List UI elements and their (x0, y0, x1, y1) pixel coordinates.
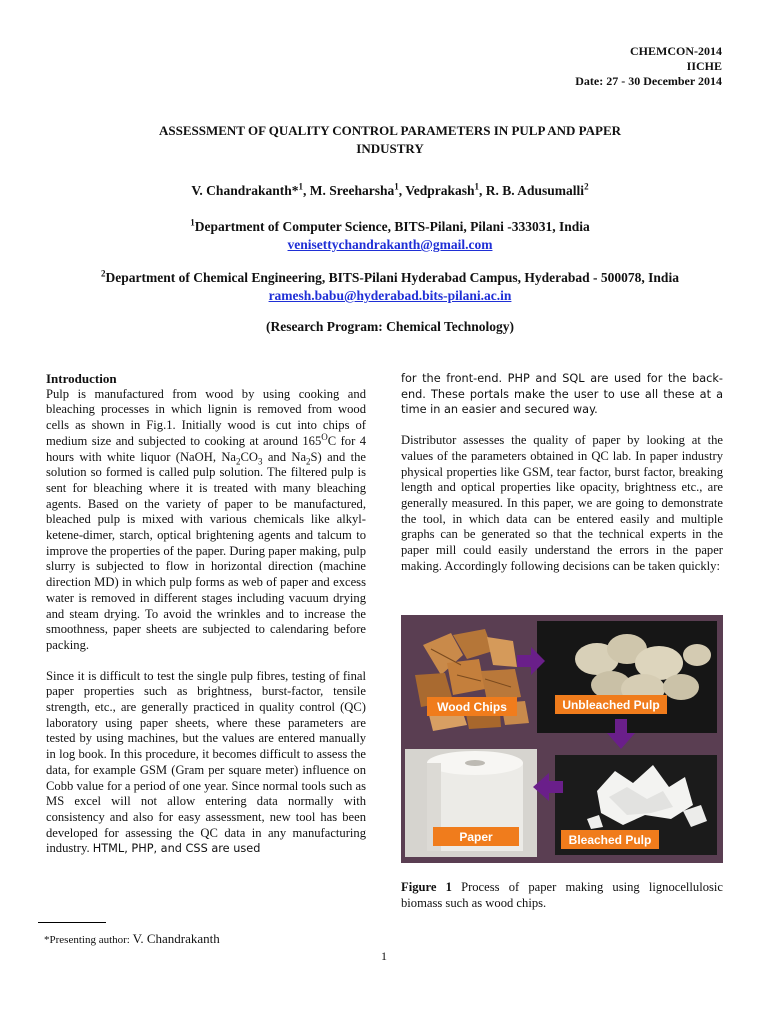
paper-label: Paper (459, 830, 493, 844)
title-line-1: ASSESSMENT OF QUALITY CONTROL PARAMETERS IN PULP AND PAPER (158, 123, 622, 138)
intro-p1-text-b: C for 4 hours with white liquor (NaOH, Na (46, 433, 366, 464)
subscript-3: 2 (306, 456, 311, 467)
figure-1-caption-text: Process of paper making using lignocellulosic biomass such as wood chips. (401, 880, 723, 910)
right-paragraph-1: for the front-end. PHP and SQL are used for the back-end. These portals make the user to use all these at a time in an easier and secured way. (401, 372, 723, 417)
author-3-affil: 1 (474, 181, 480, 192)
page-number: 1 (381, 949, 387, 963)
figure-1-label: Figure 1 (401, 880, 452, 894)
author-3: , Vedprakash (398, 183, 475, 198)
author-2: , M. Sreeharsha (302, 183, 395, 198)
conference-date: Date: 27 - 30 December 2014 (575, 74, 722, 88)
affiliation-2-text: Department of Chemical Engineering, BITS-Pilani Hyderabad Campus, Hyderabad - 500078, India (105, 270, 679, 285)
author-2-affil: 1 (394, 181, 399, 192)
intro-p1-text-c: CO (240, 449, 258, 464)
left-column (46, 371, 366, 857)
footnote-divider (38, 922, 106, 923)
affiliation-1-text: Department of Computer Science, BITS-Pilani, Pilani -333031, India (194, 219, 590, 234)
affiliation-2 (30, 269, 750, 305)
figure-1-caption (401, 880, 723, 911)
conference-name: CHEMCON-2014 (630, 44, 722, 58)
right-paragraph-2: Distributor assesses the quality of paper by looking at the values of the parameters obtained in QC lab. In paper industry physical properties like GSM, tear factor, burst factor, breaking length and optical properties like opacity, brightness etc., are generally measured. In this paper, we are going to demonstrate the tool, in which data can be entered easily and multiple graphs can be generated so that the technical experts in the paper mill could easily understand the errors in the paper making. Accordingly following decisions can be taken quickly: (401, 433, 723, 573)
introduction-paragraph-1 (46, 387, 366, 654)
author-4-affil: 2 (584, 181, 589, 192)
affiliation-2-email-link[interactable]: ramesh.babu@hyderabad.bits-pilani.ac.in (268, 288, 512, 303)
right-column (401, 371, 723, 574)
conference-header (575, 44, 722, 89)
unbleached-pulp-label: Unbleached Pulp (562, 698, 660, 712)
introduction-heading: Introduction (46, 371, 117, 386)
footnote-author-name: V. Chandrakanth (132, 931, 220, 946)
subscript-2: 3 (258, 456, 263, 467)
intro-p2-text-a: Since it is difficult to test the single pulp fibres, testing of final paper properties such as brightness, burst-factor, tensile strength, etc., are generally practiced in quality control (QC) laboratory using paper sheets, where these parameters are tested by using machines, but the values are entered manually in log book. In this procedure, it becomes difficult to assess the data, for example GSM (Gram per square meter) influence on Cobb value for a period of one year. Since normal tools such as MS excel will not allow entering data normally with consistency and also for easy assessment, new tool has been developed for assessing the QC data in any manufacturing industry. (46, 668, 366, 856)
author-1: V. Chandrakanth* (191, 183, 299, 198)
paper-title (60, 122, 720, 158)
intro-p2-text-b: HTML, PHP, and CSS are used (92, 842, 261, 856)
intro-p1-text-e: S) and the solution so formed is called pulp solution. The filtered pulp is sent for bleaching where it is treated with many bleaching agents. Based on the variety of paper to be manufactured, bleached pulp is mixed with various chemicals like alkyl-ketene-dimer, starch, optical brightening agents and talcum to improve the properties of the paper. During paper making, pulp slurry is subjected to flow in horizontal direction (machine direction MD) in which pulp forms as web of paper and excess water is removed in different stages including vacuum drying and steam drying. To avoid the wrinkles and to increase the smoothness, paper sheets are subjected to calendaring before packing. (46, 449, 366, 652)
presenting-author-footnote (44, 931, 220, 947)
degree-superscript: O (321, 431, 328, 442)
bleached-pulp-label: Bleached Pulp (568, 833, 652, 847)
affiliation-1 (30, 218, 750, 254)
subscript-1: 2 (236, 456, 241, 467)
process-diagram (401, 615, 723, 863)
research-program: (Research Program: Chemical Technology) (265, 319, 515, 334)
author-4: , R. B. Adusumalli (479, 183, 585, 198)
intro-p1-text-d: and Na (262, 449, 307, 464)
affiliation-1-marker: 1 (190, 217, 195, 228)
intro-p1-text-a: Pulp is manufactured from wood by using cooking and bleaching processes in which lignin is removed from wood cells as shown in Fig.1. Initially wood is cut into chips of medium size and subjected to cooking at around 165 (46, 386, 366, 448)
introduction-paragraph-2 (46, 669, 366, 857)
footnote-prefix: *Presenting author: (44, 934, 133, 946)
title-line-2: INDUSTRY (356, 141, 424, 156)
conference-org: IICHE (686, 59, 722, 73)
author-1-affil: 1 (298, 181, 303, 192)
affiliation-2-marker: 2 (101, 268, 106, 279)
affiliation-1-email-link[interactable]: venisettychandrakanth@gmail.com (287, 237, 493, 252)
wood-chips-label: Wood Chips (437, 700, 507, 714)
figure-1-image (401, 615, 723, 863)
author-list (40, 183, 740, 199)
